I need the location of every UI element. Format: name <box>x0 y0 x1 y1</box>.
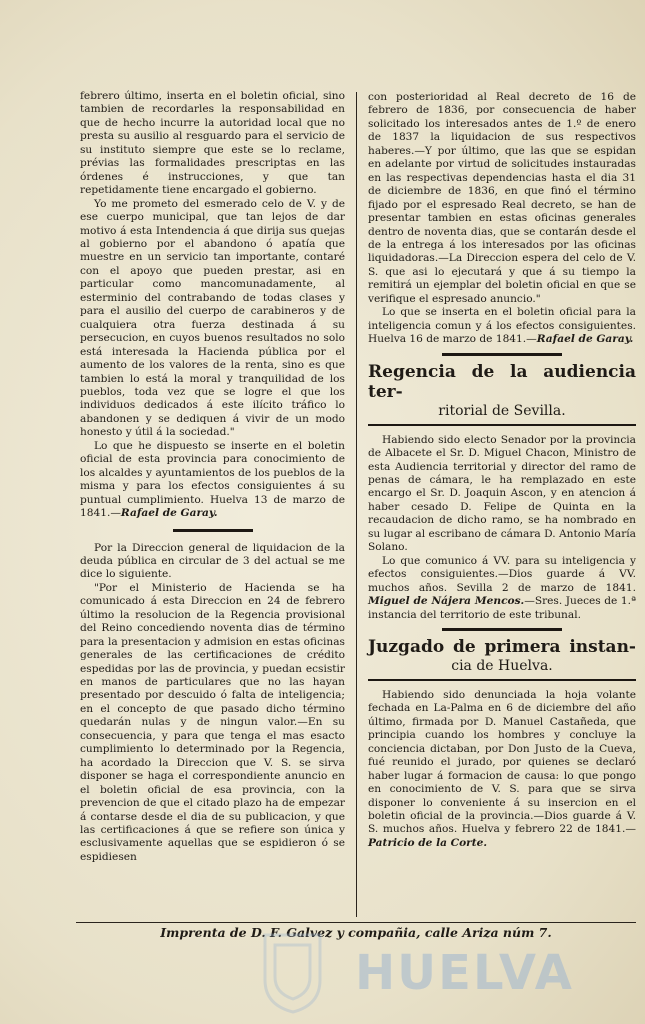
right-paragraph-3: Habiendo sido electo Senador por la provincia de Albacete el Sr. D. Miguel Chacon, Ministro de esta Audiencia territorial y director del ramo de penas de cámara, le ha remplazado en este encargo el Sr. D. Joaquin Ascon, y en atencion á haber cesado D. Felipe de Quinta en la recaudacion de dicho ramo, se ha nombrado en su lugar al escribano de cámara D. Antonio María Solano. <box>368 433 636 554</box>
section-divider <box>173 529 253 532</box>
heading-juzgado-line1: Juzgado de primera instan- <box>368 636 636 657</box>
signature-garay-2: Rafael de Garay. <box>536 333 634 346</box>
right-paragraph-4-tail: —Sres. Jueces de 1.ª instancia del territorio de este tribunal. <box>368 595 636 621</box>
right-paragraph-5-text: Habiendo sido denunciada la hoja volante fechada en La-Palma en 6 de diciembre del año último, firmada por D. Manuel Castañeda, que principia cuando los hombres y concluye la conciencia dictaban, por Don Justo de la Cueva, fué reunido el jurado, por quienes se declaró haber lugar á formacion de causa: lo que pongo en conocimiento de V. S. para que se sirva disponer lo conveniente á su insercion en el boletin oficial de la provincia.—Dios guarde á V. S. muchos años. Huelva y febrero 22 de 1841.— <box>368 688 636 836</box>
right-paragraph-2 <box>368 306 636 346</box>
heading-juzgado-line2: cia de Huelva. <box>451 657 553 674</box>
watermark-text: HUELVA <box>355 945 574 1001</box>
signature-corte: Patricio de la Corte. <box>368 836 488 849</box>
section-divider <box>442 628 562 631</box>
left-paragraph-5: "Por el Ministerio de Hacienda se ha comunicado á esta Direccion en 24 de febrero último la resolucion de la Regencia provisional del Reino concediendo noventa dias de término para la presentacion y admision en estas oficinas generales de las certificaciones de crédito espedidas por las de provincia, y puedan ecsistir en manos de particulares que no las hayan presentado por descuido ó falta de inteligencia; en el concepto de que pasado dicho término quedarán nulas y de ningun valor.—En su consecuencia, y para que tenga el mas esacto cumplimiento lo determinado por la Regencia, ha acordado la Direccion que V. S. se sirva disponer se haga el correspondiente anuncio en el boletin oficial de esa provincia, con la prevencion de que el citado plazo ha de empezar á contarse desde el dia de su publicacion, y que las certificaciones á que se refiere son única y esclusivamente aquellas que se espidieron ó se espidiesen <box>80 581 345 863</box>
heading-underline <box>368 679 636 681</box>
heading-juzgado <box>368 637 636 675</box>
section-divider <box>442 353 562 356</box>
footer-rule <box>76 922 636 923</box>
right-paragraph-4 <box>368 555 636 622</box>
right-paragraph-4-text: Lo que comunico á VV. para su inteligencia y efectos consiguientes.—Dios guarde á VV. muchos años. Sevilla 2 de marzo de 1841. <box>368 554 636 594</box>
heading-regencia <box>368 362 636 420</box>
right-paragraph-1: con posterioridad al Real decreto de 16 de febrero de 1836, por consecuencia de haber solicitado los interesados antes de 1.º de enero de 1837 la liquidacion de sus respectivos haberes.—Y por último, que las que se espidan en adelante por virtud de solicitudes instauradas en las respectivas dependencias hasta el dia 31 de diciembre de 1836, en que finó el término fijado por el espresado Real decreto, se han de presentar tambien en estas oficinas generales dentro de noventa dias, que se contarán desde el de la entrega á los interesados por las oficinas liquidadoras.—La Direccion espera del celo de V. S. que asi lo ejecutará y que á su tiempo la remitirá un ejemplar del boletin oficial en que se verifique el espresado anuncio." <box>368 91 636 305</box>
right-column <box>368 91 636 850</box>
right-paragraph-5 <box>368 689 636 850</box>
imprint-footer: Imprenta de D. F. Galvez y compañia, calle Ariza núm 7. <box>160 925 552 940</box>
left-paragraph-2: Yo me prometo del esmerado celo de V. y de ese cuerpo municipal, que tan lejos de dar motivo á esta Intendencia á que dirija sus quejas al gobierno por el abandono ó apatía que muestre en un servicio tan importante, contaré con el apoyo que pueden prestar, asi en particular como mancomunadamente, al esterminio del contrabando de todas clases y para el ausilio del cuerpo de carabineros y de cualquiera otra fuerza destinada á su persecucion, en cuyos buenos resultados no solo está interesada la Hacienda pública por el aumento de los valores de la renta, sino es que tambien lo está la moral y tranquilidad de los pueblos, toda vez que se logre el que los individuos dedicados á este ilícito tráfico lo abandonen y se dediquen á vivir de un modo honesto y útil á la sociedad." <box>80 197 345 439</box>
right-paragraph-2-text: Lo que se inserta en el boletin oficial para la inteligencia comun y á los efectos consiguientes. Huelva 16 de marzo de 1841.— <box>368 306 636 346</box>
left-paragraph-4: Por la Direccion general de liquidacion de la deuda pública en circular de 3 del actual se me dice lo siguiente. <box>80 541 345 581</box>
heading-regencia-line2: ritorial de Sevilla. <box>438 402 566 419</box>
left-column <box>80 90 345 864</box>
signature-najera: Miguel de Nájera Mencos. <box>368 595 525 608</box>
left-paragraph-1: febrero último, inserta en el boletin oficial, sino tambien de recordarles la responsabilidad en que de hecho incurre la autoridad local que no presta su ausilio al resguardo para el servicio de su instituto siempre que este se lo reclame, prévias las formalidades prescriptas en las órdenes é instrucciones, y que tan repetidamente tiene encargado el gobierno. <box>80 90 345 197</box>
left-paragraph-3 <box>80 440 345 521</box>
left-paragraph-3-text: Lo que he dispuesto se inserte en el boletin oficial de esta provincia para conocimiento de los alcaldes y ayuntamientos de los pueblos de la misma y para los efectos consiguientes á su puntual cumplimiento. Huelva 13 de marzo de 1841.— <box>80 439 345 520</box>
heading-regencia-line1: Regencia de la audiencia ter- <box>368 361 636 402</box>
signature-garay-1: Rafael de Garay. <box>120 507 218 520</box>
column-divider <box>356 92 357 917</box>
heading-underline <box>368 424 636 426</box>
